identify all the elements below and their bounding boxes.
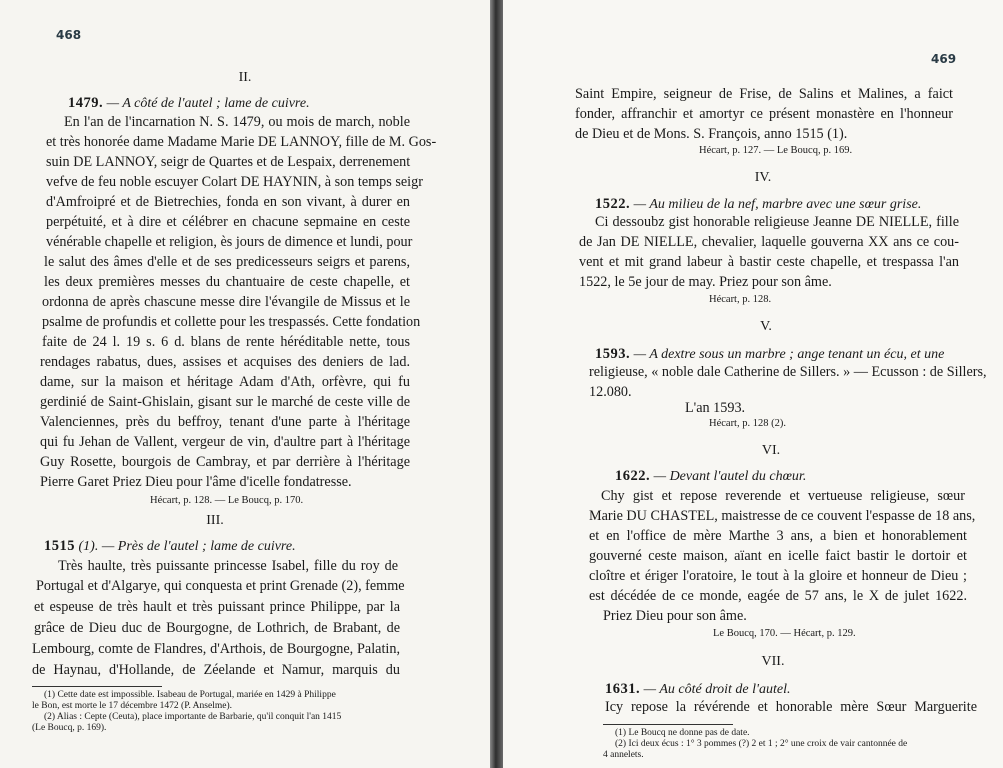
footnote-rule bbox=[32, 686, 162, 687]
text-line: 1522, le 5e jour de may. Priez pour son âme. bbox=[579, 274, 832, 290]
footnote: 4 annelets. bbox=[603, 750, 644, 760]
text-line: grâce de Dieu duc de Bourgogne, de Lothrich, de Brabant, de bbox=[34, 620, 400, 636]
text-line: Marie DU CHASTEL, maistresse de ce couvent l'espasse de 18 ans, bbox=[589, 508, 976, 524]
source-reference: Hécart, p. 128. — Le Boucq, p. 170. bbox=[150, 495, 304, 506]
entry-heading bbox=[595, 196, 921, 213]
text-line: faite de 24 l. 19 s. 6 d. blans de rente héréditable nette, tous bbox=[42, 334, 410, 350]
entry-location: — A côté de l'autel ; lame de cuivre. bbox=[103, 96, 310, 111]
text-line: fonder, affranchir et amortyr ce présent monastère en l'honneur bbox=[575, 106, 953, 122]
entry-heading bbox=[595, 346, 944, 363]
text-line: Guy Rosette, bourgois de Cambray, et par derrière à l'héritage bbox=[40, 454, 410, 470]
text-line: En l'an de l'incarnation N. S. 1479, ou mois de march, noble bbox=[64, 114, 410, 130]
entry-year: 1593. bbox=[595, 346, 631, 362]
text-line: vefve de feu noble escuyer Colart DE HAYNIN, à son temps seigr bbox=[46, 174, 423, 190]
text-line: ordonna de après chascune messe dire l'évangile de Missus et le bbox=[42, 294, 410, 310]
text-line: Saint Empire, seigneur de Frise, de Salins et Malines, a faict bbox=[575, 86, 953, 102]
section-numeral: III. bbox=[206, 513, 224, 528]
entry-location: (1). — Près de l'autel ; lame de cuivre. bbox=[75, 539, 296, 554]
text-line: Très haulte, très puissante princesse Isabel, fille du roy de bbox=[58, 558, 398, 574]
text-line: Chy gist et repose reverende et vertueuse religieuse, sœur bbox=[601, 488, 965, 504]
text-line: Ci dessoubz gist honorable religieuse Jeanne DE NIELLE, fille bbox=[595, 214, 959, 230]
footnote: (1) Cette date est impossible. Isabeau de Portugal, mariée en 1429 à Philippe bbox=[44, 690, 336, 700]
text-line: le salut des âmes d'elle et de ses predicesseurs seigrs et parens, bbox=[44, 254, 410, 270]
source-reference: Hécart, p. 128. bbox=[709, 294, 772, 305]
text-line: cloître et ériger l'oratoire, le tout à la gloire et honneur de Dieu ; bbox=[589, 568, 967, 584]
entry-year: 1522. bbox=[595, 196, 631, 212]
source-reference: Le Boucq, 170. — Hécart, p. 129. bbox=[713, 628, 856, 639]
section-numeral: II. bbox=[238, 70, 252, 85]
entry-location: — A dextre sous un marbre ; ange tenant un écu, et une bbox=[630, 347, 945, 362]
text-line: 12.080. bbox=[589, 384, 632, 400]
text-line: gouverné ceste maison, aïant en icelle faict bastir le dortoir et bbox=[589, 548, 967, 564]
text-line: et très honorée dame Madame Marie DE LANNOY, fille de M. Gos- bbox=[46, 134, 437, 150]
text-line: suin DE LANNOY, seigr de Quartes et de Lespaix, derrenement bbox=[46, 154, 411, 170]
text-line: vent et mit grand labeur à bastir ceste chapelle, et trespassa l'an bbox=[579, 254, 959, 270]
text-line: Portugal et d'Algarye, qui conquesta et print Grenade (2), femme bbox=[36, 578, 405, 594]
text-line: Icy repose la révérende et honorable mère Sœur Marguerite bbox=[605, 699, 977, 715]
page-number: 469 bbox=[931, 52, 957, 66]
section-numeral: VI. bbox=[761, 443, 781, 458]
source-reference: Hécart, p. 127. — Le Boucq, p. 169. bbox=[699, 145, 853, 156]
footnote: (2) Ici deux écus : 1° 3 pommes (?) 2 et 1 ; 2° une croix de vair cantonnée de bbox=[615, 739, 908, 749]
text-line: Valenciennes, près du beffroy, tenant d'une parte à l'héritage bbox=[40, 414, 410, 430]
text-line: qui fu Jehan de Vallent, vergeur de vin, d'aultre part à l'héritage bbox=[40, 434, 410, 450]
footnote: (1) Le Boucq ne donne pas de date. bbox=[615, 728, 750, 738]
footnote: le Bon, est morte le 17 décembre 1472 (P. Anselme). bbox=[32, 701, 232, 711]
source-reference: Hécart, p. 128 (2). bbox=[709, 418, 786, 429]
page-number: 468 bbox=[56, 28, 82, 42]
entry-heading bbox=[44, 538, 296, 555]
text-line: gerdinié de Saint-Ghislain, gisant sur le marché de ceste ville de bbox=[40, 394, 410, 410]
entry-year: 1479. bbox=[68, 95, 104, 111]
text-line: de Jan DE NIELLE, chevalier, laquelle gouverna XX ans ce cou- bbox=[579, 234, 959, 250]
entry-year: 1622. bbox=[615, 468, 651, 484]
footnote: (Le Boucq, p. 169). bbox=[32, 723, 107, 733]
footnote: (2) Alias : Cepte (Ceuta), place importante de Barbarie, qu'il conquit l'an 1415 bbox=[44, 712, 342, 722]
text-line: et en l'office de mère Marthe 3 ans, a bien et honorablement bbox=[589, 528, 967, 544]
text-line: et espeuse de très hault et très puissant prince Philippe, par la bbox=[34, 599, 400, 615]
right-page bbox=[503, 0, 1003, 768]
text-line: vénérable chapelle et religion, ès jours de dimence et lundi, pour bbox=[46, 234, 413, 250]
text-line: les deux premières messes du chantuaire de ceste chapelle, et bbox=[44, 274, 410, 290]
text-line: Lembourg, comte de Flandres, d'Arthois, de Bourgogne, Palatin, bbox=[32, 641, 400, 657]
text-line: rendages rabatus, dues, assises et acquises des deniers de lad. bbox=[40, 354, 410, 370]
text-line: religieuse, « noble dale Catherine de Sillers. » — Ecusson : de Sillers, bbox=[589, 364, 987, 380]
entry-year: 1515 bbox=[44, 538, 75, 554]
entry-location: — Au milieu de la nef, marbre avec une sœur grise. bbox=[630, 197, 922, 212]
date-line: L'an 1593. bbox=[685, 400, 746, 416]
text-line: d'Amfroipré et de Bietrechies, fonda en son vivant, à durer en bbox=[46, 194, 410, 210]
left-page bbox=[0, 0, 490, 768]
text-line: Priez Dieu pour son âme. bbox=[603, 608, 747, 624]
footnote-rule bbox=[603, 724, 733, 725]
entry-heading bbox=[615, 468, 806, 485]
entry-year: 1631. bbox=[605, 681, 641, 697]
entry-heading bbox=[605, 681, 791, 698]
text-line: psalme de profundis et collette pour les trespassés. Cette fondation bbox=[42, 314, 421, 330]
section-numeral: V. bbox=[760, 319, 772, 334]
section-numeral: VII. bbox=[761, 654, 785, 669]
book-gutter bbox=[490, 0, 503, 768]
entry-heading bbox=[68, 95, 310, 112]
text-line: dame, sur la maison et héritage Adam d'Ath, orfèvre, qui fu bbox=[40, 374, 410, 390]
text-line: Pierre Garet Priez Dieu pour l'âme d'icelle fondatresse. bbox=[40, 474, 352, 490]
section-numeral: IV. bbox=[754, 170, 772, 185]
text-line: est décédée de ce monde, eagée de 57 ans, le X de julet 1622. bbox=[589, 588, 967, 604]
text-line: de Dieu et de Mons. S. François, anno 1515 (1). bbox=[575, 126, 848, 142]
entry-location: — Devant l'autel du chœur. bbox=[650, 469, 807, 484]
entry-location: — Au côté droit de l'autel. bbox=[640, 682, 791, 697]
text-line: de Haynau, d'Hollande, de Zéelande et Namur, marquis du bbox=[32, 662, 400, 678]
text-line: perpétuité, et à dire et célébrer en chacune sepmaine en ceste bbox=[46, 214, 410, 230]
